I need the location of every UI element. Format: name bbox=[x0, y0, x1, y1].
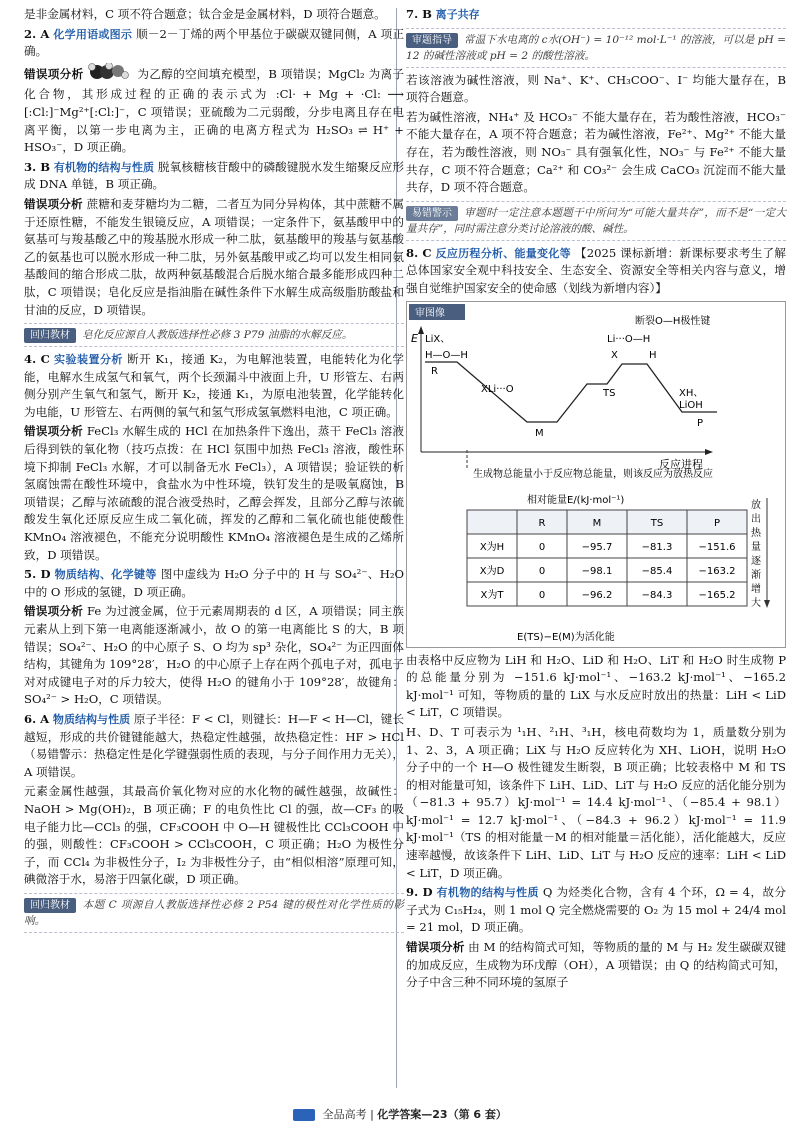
page-footer: 全品高考 | 化学答案—23（第 6 套） bbox=[0, 1106, 800, 1122]
state-label-M: M bbox=[535, 427, 544, 439]
table-cell-text: 0 bbox=[538, 589, 546, 601]
question-topic: 有机物的结构与性质 bbox=[53, 160, 155, 174]
answer-text: 原子半径：F < Cl，则键长：H—F < H—Cl，键长越短，形成的共价键键能越大，热稳定性越强，故热稳定性：HF > HCl（易错警示：热稳定性是化学键强弱性质的表现，与分子间作用力无关），A 项错误。 bbox=[24, 711, 405, 779]
table-cell-text: 0 bbox=[538, 541, 546, 553]
error-analysis bbox=[24, 63, 404, 157]
question-6 bbox=[24, 711, 404, 781]
paragraph: 元素金属性越强，其最高价氧化物对应的水化物的碱性越强，故碱性：NaOH > Mg(OH)₂，B 项正确；F 的电负性比 Cl 的强，故—CF₃ 的吸电子能力比—CCl₃ 的强，CF₃COOH 中 O—H 键极性比 CCl₃COOH 中的强，则酸性：CF₃COOH > CCl₃COOH，C 项正确；H₂O 为极性分子，而 CCl₄ 为非极性分子，I₂ 为非极性分子，由“相似相溶”原理可知，碘微溶于水，易溶于四氯化碳，D 项正确。 bbox=[24, 784, 404, 887]
state-label-TS: TS bbox=[603, 387, 616, 399]
tip-badge: 回归教材 bbox=[24, 898, 76, 913]
answer-text: 由表格中反应物为 LiH 和 H₂O、LiD 和 H₂O、LiT 和 H₂O 时生成物 P 的总能量分别为 −151.6 kJ·mol⁻¹、−163.2 kJ·mol⁻¹、−165.2 kJ·mol⁻¹ 可知，等物质的量的 LiX 与水反应时放出的热量：LiH < LiD < LiT，C 项错误。 bbox=[406, 652, 786, 720]
question-8 bbox=[406, 245, 786, 298]
side-note-char: 放 bbox=[751, 499, 761, 511]
table-cell-text: 0 bbox=[538, 565, 546, 577]
question-5 bbox=[24, 566, 404, 601]
table-cell-text: −163.2 bbox=[698, 565, 736, 577]
energy-table bbox=[467, 510, 747, 606]
question-number: 8. C bbox=[406, 245, 432, 260]
left-column bbox=[24, 6, 404, 937]
question-number: 4. C bbox=[24, 352, 50, 367]
question-number: 6. A bbox=[24, 711, 50, 726]
question-topic: 反应历程分析、能量变化等 bbox=[435, 246, 571, 260]
answer-text: 图中虚线为 H₂O 分子中的 H 与 SO₄²⁻、H₂O 中的 O 形成的氢键，D 项正确。 bbox=[24, 567, 404, 599]
tip-badge: 易错警示 bbox=[406, 206, 458, 221]
diagram-badge: 审图像 bbox=[415, 307, 445, 319]
error-text: 由 M 的结构简式可知，等物质的量的 M 与 H₂ 发生碳碳双键的加成反应，生成物为环戊醇（OH），A 项错误；由 Q 的结构简式可知，分子中含三种不同环境的氢原子 bbox=[406, 940, 786, 990]
textbook-tip bbox=[24, 893, 404, 933]
error-text: Fe 为过渡金属，位于元素周期表的 d 区，A 项错误；同主族元素从上到下第一电离能逐渐减小，故 O 的第一电离能比 S 的大，B 项错误；SO₄²⁻、H₂O 的中心原子 S、O 均为 sp³ 杂化，SO₄²⁻ 为正四面体结构，其键角为 109°28′，H₂O 的中心原子上存在两个孤电子对，孤电子对对成键电子对的斥力较大，使得 H₂O 的键角小于 109°28′，故键角：SO₄²⁻ > H₂O，C 项错误。 bbox=[24, 604, 404, 707]
table-cell-text: −151.6 bbox=[698, 541, 736, 553]
question-3 bbox=[24, 159, 404, 194]
table-cell bbox=[467, 510, 517, 534]
energy-diagram-box bbox=[406, 301, 786, 648]
answer-text: 断开 K₁，接通 K₂，为电解池装置，电能转化为化学能，电解水生成氢气和氧气，两个长颈漏斗中液面上升，U 形管左、右两侧分别产生氧气和氢气，断开 K₂，接通 K₁，为原电池装置，化学能转化为电能，U 形管左、右两侧的氧气和氢气形成氢氧燃料电池，C 项正确。 bbox=[24, 352, 405, 419]
answer-text: 脱氧核糖核苷酸中的磷酸键脱水发生缩聚反应形成 DNA 单链，B 项正确。 bbox=[24, 159, 405, 192]
question-7 bbox=[406, 6, 786, 24]
y-axis-arrow-icon bbox=[418, 326, 424, 334]
question-topic: 物质结构与性质 bbox=[52, 712, 131, 726]
side-note-char: 增 bbox=[751, 583, 761, 595]
question-number: 3. B bbox=[24, 159, 51, 174]
table-cell-text: −84.3 bbox=[641, 589, 673, 601]
error-label: 错误项分析 bbox=[406, 940, 465, 955]
table-cell-text: X为D bbox=[479, 565, 505, 577]
side-note bbox=[751, 498, 762, 609]
answer-text: 若该溶液为碱性溶液，则 Na⁺、K⁺、CH₃COO⁻、I⁻ 均能大量存在，B 项符合题意。 bbox=[406, 72, 786, 105]
tip-text: 常温下水电离的 c水(OH⁻) = 10⁻¹² mol·L⁻¹ 的溶液，可以是 pH = 12 的碱性溶液或 pH = 2 的酸性溶液。 bbox=[406, 33, 786, 62]
intermediate-label: XLi···O bbox=[481, 383, 514, 395]
state-label-P: P bbox=[697, 417, 704, 429]
table-cell-text: −96.2 bbox=[581, 589, 613, 601]
error-analysis bbox=[406, 939, 786, 992]
ts-h-label: H bbox=[649, 349, 657, 361]
answer-text: 【2025 课标新增：新课标要求考生了解总体国家安全观中科技安全、生态安全、资源安全等相关内容与意义，增强自觉维护国家安全的使命感（划线为新增内容）】 bbox=[406, 245, 787, 295]
question-number: 5. D bbox=[24, 567, 51, 582]
product-label: LiOH bbox=[679, 399, 703, 411]
table-cell-text: P bbox=[713, 517, 721, 529]
question-topic: 离子共存 bbox=[435, 8, 480, 21]
table-cell-text: −85.4 bbox=[641, 565, 673, 577]
table-cell-text: X为T bbox=[480, 589, 504, 601]
error-text: 为乙醇的空间填充模型，B 项错误；MgCl₂ 为离子化合物，其形成过程的正确的表示式为 :Cl· + Mg + ·Cl: ⟶ [:Cl:]⁻Mg²⁺[:Cl:]⁻，C 项错误；亚硫酸为二元弱酸，分步电离且存在电离平衡，以第一步电离为主，正确的电离方程式为 H₂SO₃ ⇌ H⁺ + HSO₃⁻，D 项正确。 bbox=[24, 66, 405, 155]
molecule-model-icon bbox=[87, 63, 133, 87]
answer-text: 顺－2－丁烯的两个甲基位于碳碳双键同侧，A 项正确。 bbox=[24, 26, 405, 59]
footer-brand: 全品高考 bbox=[322, 1108, 367, 1121]
question-number: 7. B bbox=[406, 7, 432, 21]
ts-x-label: X bbox=[611, 349, 618, 361]
textbook-tip bbox=[24, 323, 404, 347]
side-note-char: 量 bbox=[751, 541, 761, 553]
side-note-char: 逐 bbox=[751, 555, 761, 567]
question-9 bbox=[406, 884, 786, 937]
question-topic: 化学用语或图示 bbox=[53, 27, 133, 41]
table-cell-text: −98.1 bbox=[581, 565, 613, 577]
question-4 bbox=[24, 351, 404, 421]
table-cell-text: −165.2 bbox=[698, 589, 736, 601]
paragraph: H、D、T 可表示为 ¹₁H、²₁H、³₁H，核电荷数均为 1，质量数分别为 1、2、3，A 项正确；LiX 与 H₂O 反应转化为 XH、LiOH，说明 H₂O 分子中的一个 H—O 极性键发生断裂，B 项正确；比较表格中 M 和 TS 的相对能量可知，该条件下 LiH、LiD、LiT 与 H₂O 反应的活化能分别为（−81.3 + 95.7）kJ·mol⁻¹ = 14.4 kJ·mol⁻¹、（−85.4 + 98.1）kJ·mol⁻¹ = 12.7 kJ·mol⁻¹、（−84.3 + 96.2）kJ·mol⁻¹ = 11.9 kJ·mol⁻¹（TS 的相对能量－M 的相对能量＝活化能），活化能越大，反应速率越慢，故该条件下 LiH、LiD、LiT 与 H₂O 反应的速率：LiH < LiD < LiT，D 项正确。 bbox=[406, 724, 786, 880]
error-label: 错误项分析 bbox=[24, 66, 84, 81]
answer-text: Q 为烃类化合物，含有 4 个环，Ω = 4，故分子式为 C₁₅H₂₄，则 1 mol Q 完全燃烧需要的 O₂ 为 15 mol + 24/4 mol = 21 mol，D 项正确。 bbox=[406, 885, 786, 935]
table-title: 相对能量E/(kJ·mol⁻¹) bbox=[527, 494, 625, 506]
error-analysis bbox=[24, 603, 404, 709]
question-2 bbox=[24, 26, 404, 61]
activation-energy-note: E(TS)−E(M)为活化能 bbox=[517, 631, 615, 643]
question-topic: 有机物的结构与性质 bbox=[436, 886, 539, 900]
exothermic-note: 生成物总能量小于反应物总能量，则该反应为放热反应 bbox=[473, 468, 713, 480]
error-label: 错误项分析 bbox=[24, 196, 83, 211]
question-topic: 实验装置分析 bbox=[54, 353, 123, 367]
tip-text: 皂化反应源自人教版选择性必修 3 P79 油脂的水解反应。 bbox=[82, 329, 353, 342]
footer-page-label: 化学答案—23（第 6 套） bbox=[377, 1108, 507, 1121]
side-note-char: 出 bbox=[751, 513, 761, 525]
error-text: FeCl₃ 水解生成的 HCl 在加热条件下逸出，蒸干 FeCl₃ 溶液后得到铁的氧化物（技巧点拨：在 HCl 氛围中加热 FeCl₃ 溶液，酸性环境下抑制 FeCl₃ 水解，才可以制备无水 FeCl₃），A 项错误；验证铁的析氢腐蚀需在酸性环境中，食盐水为中性环境，铁钉发生的是吸氧腐蚀，B 项错误；乙醇与浓硫酸的混合液受热时，乙醇会挥发，且部分乙醇与浓硫酸发生氧化还原反应生成二氧化硫，挥发的乙醇和二氧化硫也能使酸性 KMnO₄ 溶液褪色，不能充分说明酸性 KMnO₄ 溶液褪色是生成的乙烯所致，D 项错误。 bbox=[24, 424, 404, 562]
tip-text: 本题 C 项源自人教版选择性必修 2 P54 键的极性对化学性质的影响。 bbox=[24, 898, 404, 927]
question-topic: 物质结构、化学键等 bbox=[54, 568, 157, 582]
brand-logo-icon bbox=[293, 1109, 315, 1121]
x-axis-label: 反应进程 bbox=[659, 457, 703, 471]
tip-text: 审题时一定注意本题题干中所问为“可能大量共存”，而不是“一定大量共存”，同时需注意分类讨论溶液的酸、碱性。 bbox=[406, 206, 786, 235]
tip-badge: 回归教材 bbox=[24, 328, 76, 343]
energy-diagram bbox=[407, 302, 785, 647]
right-column bbox=[406, 6, 786, 994]
start-label: LiX、 bbox=[425, 333, 451, 345]
table-cell-text: −95.7 bbox=[581, 541, 613, 553]
reading-tip bbox=[406, 28, 786, 68]
start-label: H—O—H bbox=[425, 349, 468, 361]
question-number: 9. D bbox=[406, 885, 433, 900]
error-label: 错误项分析 bbox=[24, 424, 83, 439]
error-analysis bbox=[24, 423, 404, 564]
table-cell-text: M bbox=[592, 517, 602, 529]
side-arrow-icon bbox=[764, 600, 770, 608]
product-label: XH、 bbox=[679, 387, 704, 399]
table-cell-text: R bbox=[538, 517, 546, 529]
question-number: 2. A bbox=[24, 26, 50, 41]
table-cell-text: TS bbox=[650, 517, 664, 529]
side-note-char: 热 bbox=[751, 527, 761, 539]
table-cell-text: X为H bbox=[479, 541, 505, 553]
tip-badge: 审题指导 bbox=[406, 33, 458, 48]
error-text: 若为碱性溶液，NH₄⁺ 及 HCO₃⁻ 不能大量存在，若为酸性溶液，HCO₃⁻ 不能大量存在，A 项不符合题意；若为碱性溶液，Fe²⁺、Mg²⁺ 不能大量存在，若为酸性溶液，则 NO₃⁻ 具有强氧化性，NO₃⁻ 与 Fe²⁺ 不能大量共存，C 项不符合题意；Ca²⁺ 和 CO₃²⁻ 会生成 CaCO₃ 沉淀而不能大量共存，D 项不符合题意。 bbox=[406, 109, 786, 195]
error-label: 错误项分析 bbox=[24, 604, 84, 619]
side-note-char: 渐 bbox=[751, 569, 761, 581]
paragraph: 是非金属材料，C 项不符合题意；钛合金是金属材料，D 项符合题意。 bbox=[24, 7, 386, 21]
break-note: 断裂O—H极性键 bbox=[635, 315, 711, 327]
energy-curve bbox=[425, 362, 717, 422]
error-text: 蔗糖和麦芽糖均为二糖，二者互为同分异构体，其中蔗糖不属于还原性糖，不能发生银镜反应，A 项错误；一定条件下，氨基酸甲中的氨基可与羧基酸乙中的羧基脱水形成一种二肽，氨基酸甲的羧基与氨基酸乙的氨基也可以脱水形成一种二肽，另外氨基酸甲或乙均可以发生相同氨基酸间的缩合形成二肽，故两种氨基酸混合后脱水缩合最多能形成四种二肽，C 项错误；皂化反应是指油脂在碱性条件下水解生成高级脂肪酸盐和甘油的反应，D 项错误。 bbox=[24, 196, 404, 317]
state-label-R: R bbox=[431, 365, 438, 377]
x-axis-arrow-icon bbox=[705, 449, 713, 455]
ts-structure-label: Li···O—H bbox=[607, 333, 651, 345]
error-analysis bbox=[24, 196, 404, 319]
y-axis-label: E bbox=[411, 331, 418, 345]
table-cell-text: −81.3 bbox=[641, 541, 673, 553]
error-warning-tip bbox=[406, 201, 786, 241]
side-note-char: 大 bbox=[751, 597, 761, 609]
